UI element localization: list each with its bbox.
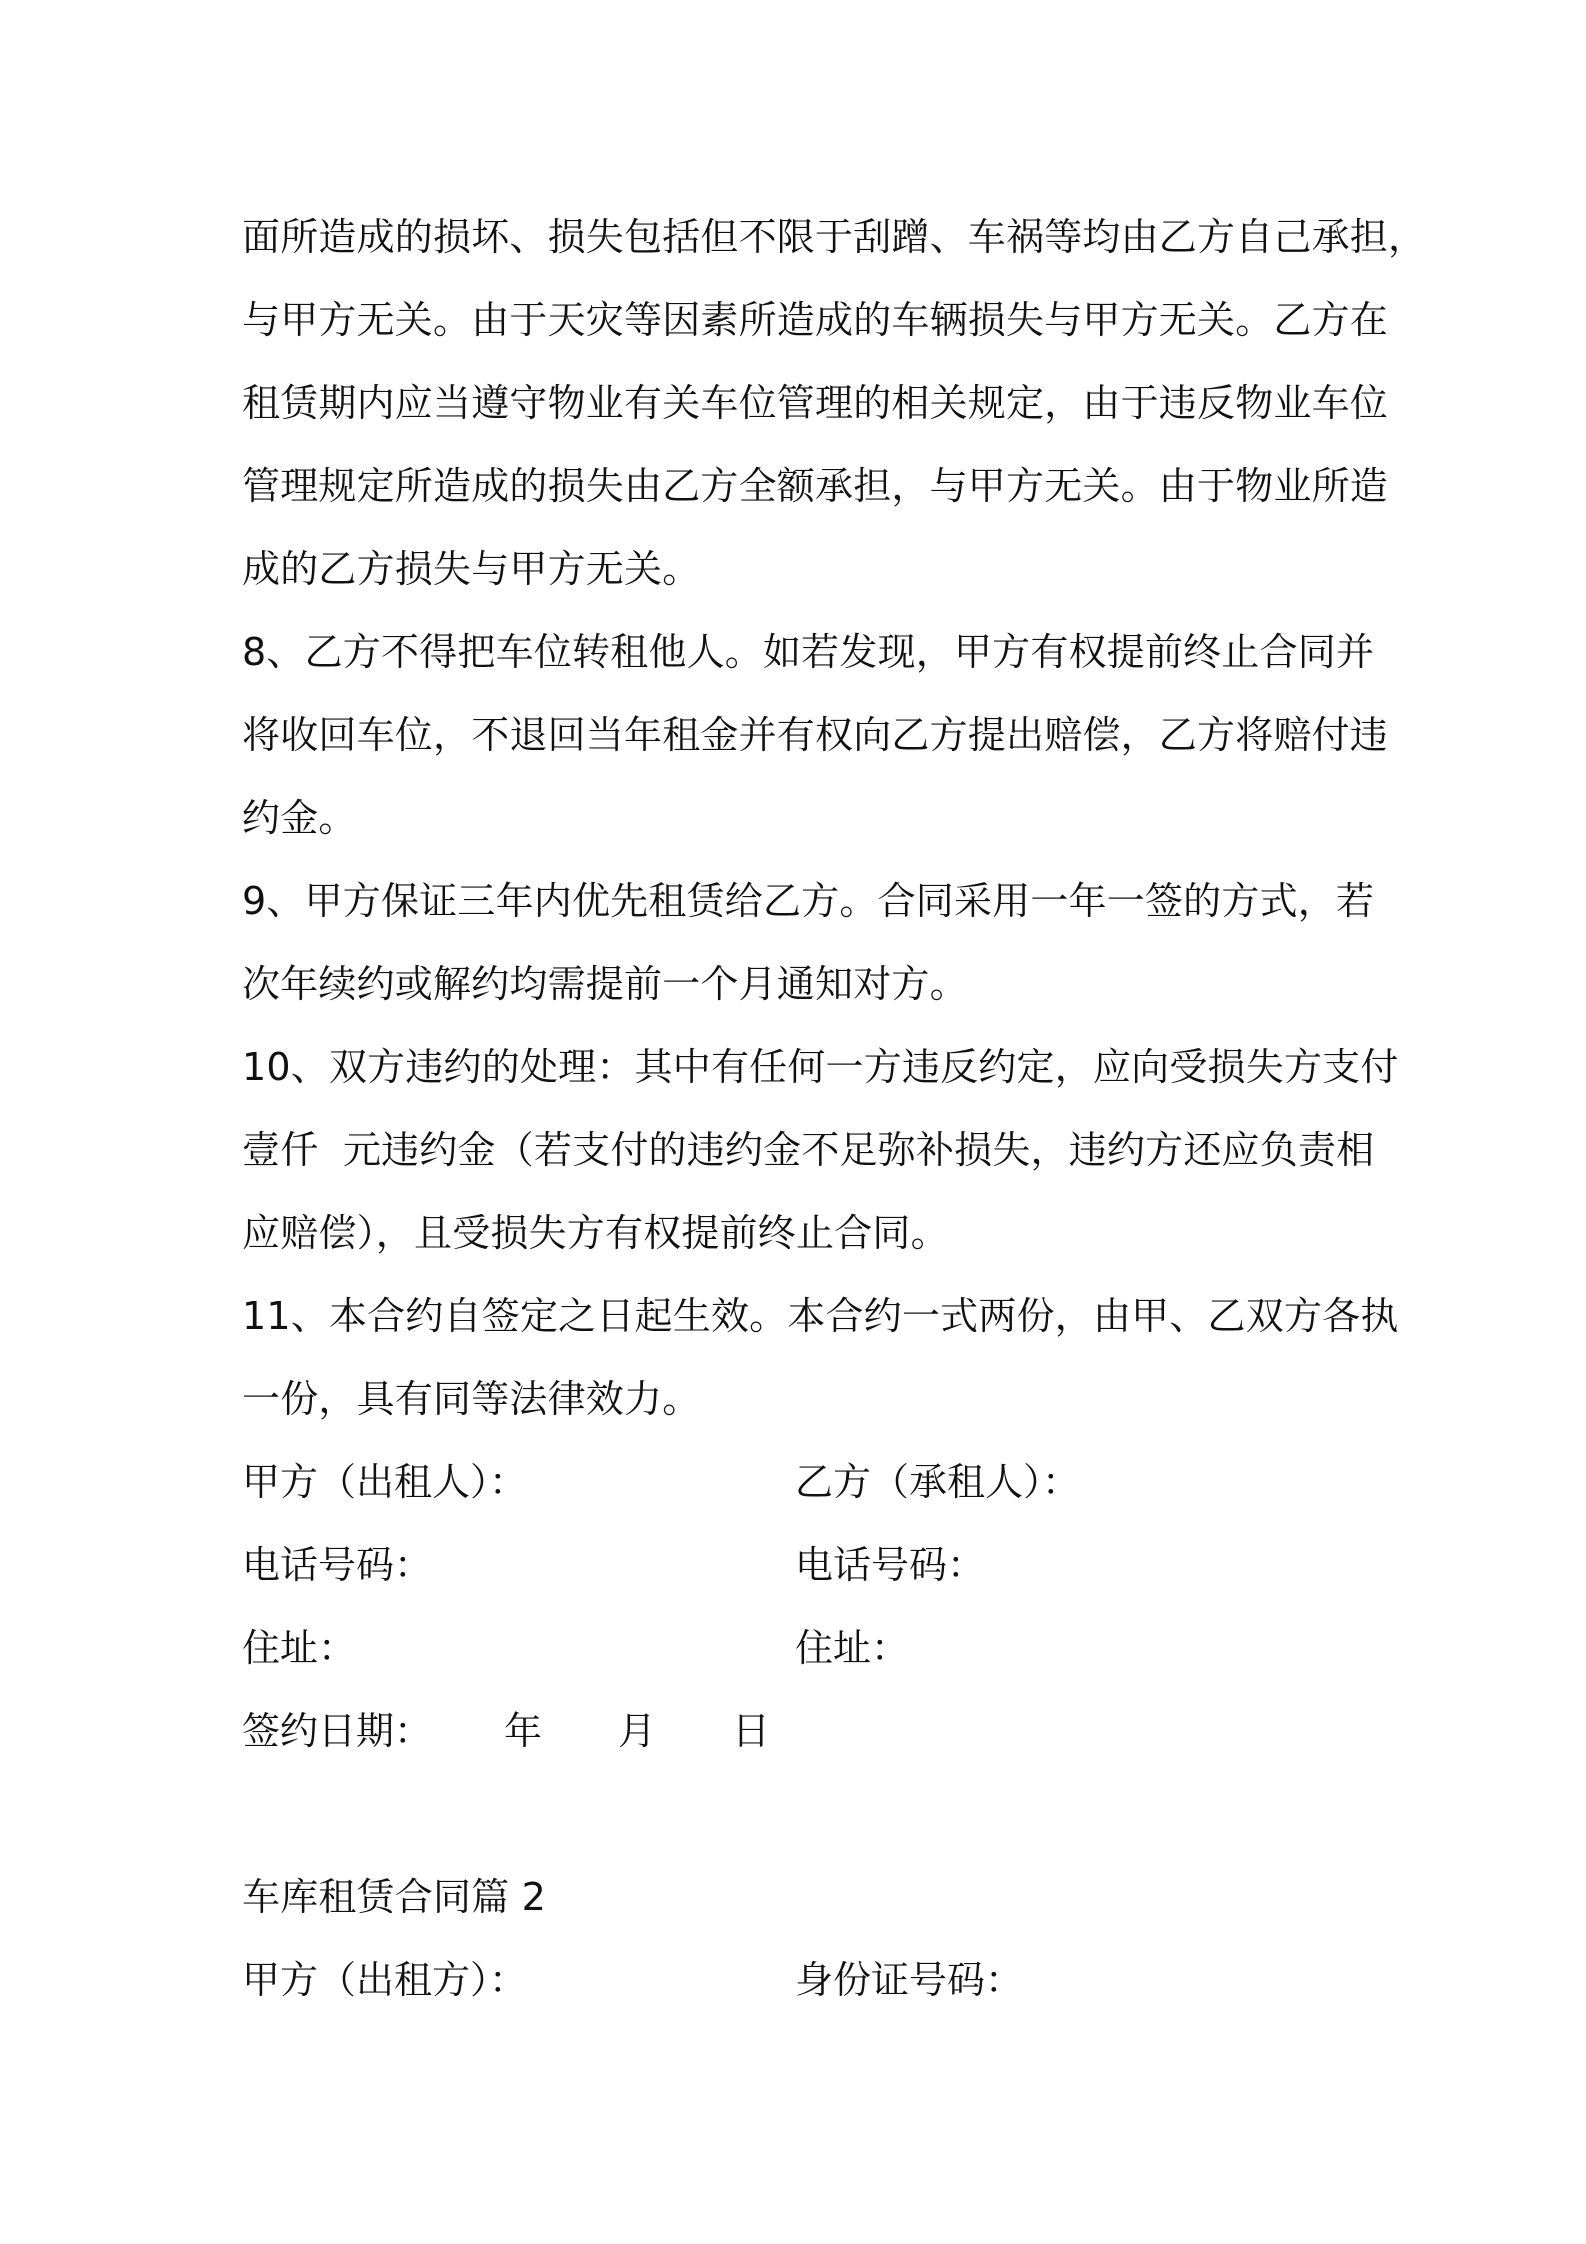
clause-8-line: 约金。	[242, 796, 357, 840]
paragraph-line: 成的乙方损失与甲方无关。	[242, 547, 701, 591]
paragraph-line: 租赁期内应当遵守物业有关车位管理的相关规定，由于违反物业车位	[242, 381, 1389, 425]
section-2-title: 车库租赁合同篇 2	[242, 1875, 547, 1919]
party-b-phone-label: 电话号码：	[795, 1543, 986, 1587]
section-2-party-a-label: 甲方（出租方）：	[242, 1958, 528, 2002]
section-2-id-number-label: 身份证号码：	[795, 1958, 1024, 2002]
signature-phone-row	[242, 1524, 1354, 1607]
party-a-phone-label: 电话号码：	[242, 1543, 433, 1587]
clause-10-line: 应赔偿），且受损失方有权提前终止合同。	[242, 1211, 949, 1255]
section-2-parties-row	[242, 1939, 1354, 2022]
signing-date-row	[242, 1690, 1354, 1773]
party-a-label: 甲方（出租人）：	[242, 1460, 528, 1504]
clause-8-line: 8、乙方不得把车位转租他人。如若发现，甲方有权提前终止合同并	[242, 630, 1375, 674]
paragraph-line: 与甲方无关。由于天灾等因素所造成的车辆损失与甲方无关。乙方在	[242, 298, 1389, 342]
clause-9-line: 9、甲方保证三年内优先租赁给乙方。合同采用一年一签的方式，若	[242, 879, 1375, 923]
paragraph-line: 面所造成的损坏、损失包括但不限于刮蹭、车祸等均由乙方自己承担，	[242, 215, 1427, 259]
clause-11-line: 一份，具有同等法律效力。	[242, 1377, 701, 1421]
section-spacer	[242, 1773, 1354, 1856]
date-year-label: 年	[504, 1709, 543, 1753]
clause-9-line: 次年续约或解约均需提前一个月通知对方。	[242, 962, 968, 1006]
party-b-address-label: 住址：	[795, 1626, 910, 1670]
party-a-address-label: 住址：	[242, 1626, 357, 1670]
clause-10-line: 壹仟 元违约金（若支付的违约金不足弥补损失，违约方还应负责相	[242, 1128, 1375, 1172]
date-day-label: 日	[732, 1709, 771, 1753]
clause-10-line: 10、双方违约的处理：其中有任何一方违反约定，应向受损失方支付	[242, 1045, 1399, 1089]
clause-11-line: 11、本合约自签定之日起生效。本合约一式两份，由甲、乙双方各执	[242, 1294, 1399, 1338]
date-month-label: 月	[618, 1709, 657, 1753]
signing-date-label: 签约日期：	[242, 1709, 433, 1753]
paragraph-line: 管理规定所造成的损失由乙方全额承担，与甲方无关。由于物业所造	[242, 464, 1389, 508]
signature-parties-row	[242, 1441, 1354, 1524]
document-body	[242, 196, 1427, 2022]
clause-8-line: 将收回车位，不退回当年租金并有权向乙方提出赔偿，乙方将赔付违	[242, 713, 1389, 757]
party-b-label: 乙方（承租人）：	[795, 1460, 1081, 1504]
signature-address-row	[242, 1607, 1354, 1690]
